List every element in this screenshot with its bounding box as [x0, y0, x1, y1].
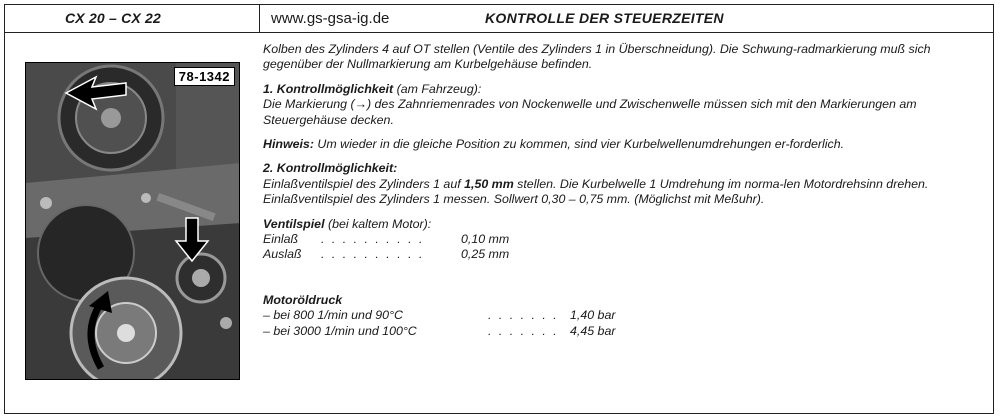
- check2-text-part1: Einlaßventilspiel des Zylinders 1 auf: [263, 176, 461, 191]
- oil-pressure-heading: Motoröldruck: [263, 292, 343, 307]
- oil-pressure-label: – bei 3000 1/min und 100°C: [263, 323, 417, 338]
- website-label: www.gs-gsa-ig.de: [271, 10, 390, 27]
- check1-text: Die Markierung (→) des Zahnriemenrades von Nockenwelle und Zwischenwelle müssen sich mit den Markierungen am Steuergehäuse decken.: [263, 97, 917, 127]
- photo-reference-label: 78-1342: [174, 67, 235, 86]
- valve-clearance-row: [263, 232, 943, 247]
- check2-text-part2: stellen. Die Kurbelwelle 1 Umdrehung im norma-len Motordrehsinn drehen.: [517, 176, 929, 191]
- check2-heading: 2. Kontrollmöglichkeit:: [263, 161, 398, 176]
- valve-clearance-value: 0,25 mm: [461, 247, 510, 262]
- oil-pressure-dots: . . . . . . .: [488, 308, 559, 323]
- oil-pressure-label: – bei 800 1/min und 90°C: [263, 308, 403, 323]
- header-bar: [5, 5, 993, 33]
- intro-paragraph: Kolben des Zylinders 4 auf OT stellen (Ventile des Zylinders 1 in Überschneidung). Die Schwung-radmarkierung muß sich gegenüber der Nullmarkierung am Kurbelgehäuse befinden.: [263, 42, 931, 72]
- valve-clearance-heading: Ventilspiel: [263, 216, 325, 231]
- engine-photo-graphic: [26, 63, 240, 380]
- valve-clearance-label: Auslaß: [263, 247, 302, 262]
- oil-pressure-value: 1,40 bar: [570, 308, 616, 323]
- valve-clearance-row: [263, 247, 943, 262]
- engine-photo: [25, 62, 240, 380]
- hint-text: Um wieder in die gleiche Position zu kommen, sind vier Kurbelwellenumdrehungen er-forderlich.: [317, 137, 845, 152]
- header-model-cell: [5, 5, 260, 32]
- oil-pressure-row: [263, 308, 943, 323]
- check1-block: [263, 82, 943, 128]
- valve-clearance-label: Einlaß: [263, 232, 299, 247]
- check2-block: [263, 161, 943, 207]
- valve-clearance-heading-line: [263, 217, 943, 232]
- check2-text-line2: Einlaßventilspiel des Zylinders 1 messen. Sollwert 0,30 – 0,75 mm. (Möglichst mit Meßuhr).: [263, 192, 765, 207]
- check1-heading: 1. Kontrollmöglichkeit: [263, 81, 394, 96]
- valve-clearance-value: 0,10 mm: [461, 232, 510, 247]
- valve-clearance-heading-note: (bei kaltem Motor):: [327, 216, 432, 231]
- model-label: CX 20 – CX 22: [65, 10, 161, 26]
- check1-heading-note: (am Fahrzeug):: [396, 81, 482, 96]
- page-title: KONTROLLE DER STEUERZEITEN: [485, 10, 724, 26]
- oil-pressure-row: [263, 324, 943, 339]
- check2-text-bold: 1,50 mm: [464, 176, 514, 191]
- valve-clearance-dots: . . . . . . . . . .: [321, 247, 425, 262]
- oil-pressure-value: 4,45 bar: [570, 323, 616, 338]
- instructions-text: [263, 42, 943, 339]
- hint-label: Hinweis:: [263, 137, 314, 152]
- hint-block: [263, 137, 943, 152]
- oil-pressure-dots: . . . . . . .: [488, 323, 559, 338]
- valve-clearance-dots: . . . . . . . . . .: [321, 232, 425, 247]
